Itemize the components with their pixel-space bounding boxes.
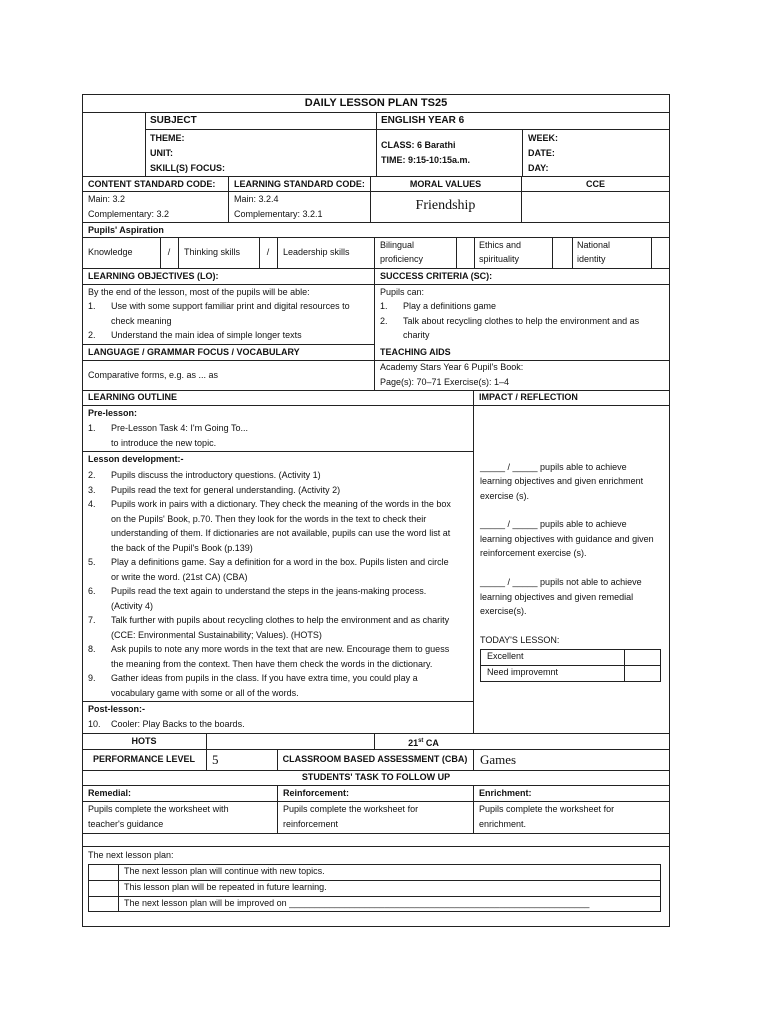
- lo-item: Understand the main idea of simple longer texts: [111, 330, 302, 340]
- outline-number: 2.: [88, 470, 96, 480]
- enrichment-task: Pupils complete the worksheet for: [479, 804, 615, 814]
- outline-step: Cooler: Play Backs to the boards.: [111, 719, 245, 729]
- sc-item: Talk about recycling clothes to help the environment and as: [403, 316, 640, 326]
- impact-reinforcement: reinforcement exercise (s).: [480, 548, 587, 558]
- time-field: TIME: 9:15-10:15a.m.: [381, 155, 471, 165]
- sc-number: 1.: [380, 301, 388, 311]
- remedial-label: Remedial:: [88, 788, 132, 798]
- pre-lesson-label: Pre-lesson:: [88, 408, 138, 418]
- impact-enrichment: _____ / _____ pupils able to achieve: [480, 462, 627, 472]
- outline-number: 5.: [88, 557, 96, 567]
- outline-step: Pre-Lesson Task 4: I'm Going To...: [111, 423, 248, 433]
- outline-step: Pupils discuss the introductory questions. (Activity 1): [111, 470, 321, 480]
- enrichment-task: enrichment.: [479, 819, 527, 829]
- cba-value: Games: [480, 752, 517, 767]
- sc-item: Play a definitions game: [403, 301, 497, 311]
- outline-number: 3.: [88, 485, 96, 495]
- need-improvement-option: Need improvemnt: [487, 667, 559, 677]
- outline-number: 9.: [88, 673, 96, 683]
- outline-step: Gather ideas from pupils in the class. If you have extra time, you could play a: [111, 673, 418, 683]
- aspiration-thinking-skills: Thinking skills: [184, 247, 241, 257]
- outline-number: 8.: [88, 644, 96, 654]
- next-lesson-option-repeat: This lesson plan will be repeated in future learning.: [124, 882, 327, 892]
- knowledge-tick: /: [167, 247, 171, 257]
- theme-label: THEME:: [150, 133, 185, 143]
- content-main: Main: 3.2: [88, 194, 126, 204]
- moral-values-label: MORAL VALUES: [409, 179, 482, 189]
- outline-step: (Activity 4): [111, 601, 154, 611]
- remedial-task: Pupils complete the worksheet with: [88, 804, 229, 814]
- aspiration-national-identity: identity: [577, 254, 606, 264]
- impact-remedial: exercise(s).: [480, 606, 527, 616]
- outline-step: Pupils read the text again to understand the steps in the jeans-making process.: [111, 586, 427, 596]
- learning-objectives-label: LEARNING OBJECTIVES (LO):: [88, 271, 219, 281]
- sc-number: 2.: [380, 316, 388, 326]
- excellent-option: Excellent: [487, 651, 524, 661]
- cce-label: CCE: [585, 179, 605, 189]
- hots-label: HOTS: [131, 736, 157, 746]
- outline-step: (CCE: Environmental Sustainability; Values). (HOTS): [111, 630, 322, 640]
- success-criteria-label: SUCCESS CRITERIA (SC):: [380, 271, 493, 281]
- skills-focus-label: SKILL(S) FOCUS:: [150, 163, 225, 173]
- unit-label: UNIT:: [150, 148, 173, 158]
- post-lesson-label: Post-lesson:-: [88, 704, 146, 714]
- sc-item: charity: [403, 330, 430, 340]
- teaching-aids-pages: Page(s): 70–71 Exercise(s): 1–4: [380, 377, 510, 387]
- reinforcement-task: Pupils complete the worksheet for: [283, 804, 419, 814]
- todays-lesson-label: TODAY'S LESSON:: [480, 635, 560, 645]
- outline-step: understanding of them. If dictionaries are not available, pupils can use the word list at: [111, 528, 451, 538]
- enrichment-label: Enrichment:: [479, 788, 532, 798]
- outline-number: 4.: [88, 499, 96, 509]
- week-field: WEEK:: [528, 133, 558, 143]
- moral-value: Friendship: [415, 198, 476, 213]
- learning-main: Main: 3.2.4: [234, 194, 279, 204]
- impact-reflection-label: IMPACT / REFLECTION: [479, 392, 578, 402]
- impact-remedial: learning objectives and given remedial: [480, 592, 634, 602]
- day-field: DAY:: [528, 163, 549, 173]
- next-lesson-label: The next lesson plan:: [88, 850, 174, 860]
- impact-reinforcement: learning objectives with guidance and given: [480, 534, 654, 544]
- class-field: CLASS: 6 Barathi: [381, 140, 456, 150]
- subject-value: ENGLISH YEAR 6: [381, 115, 465, 126]
- outline-number: 6.: [88, 586, 96, 596]
- impact-enrichment: exercise (s).: [480, 491, 530, 501]
- cba-label: CLASSROOM BASED ASSESSMENT (CBA): [282, 754, 468, 764]
- learning-outline-label: LEARNING OUTLINE: [88, 392, 177, 402]
- thinking-skills-tick: /: [266, 247, 270, 257]
- lesson-development-label: Lesson development:-: [88, 454, 184, 464]
- lo-item: check meaning: [111, 316, 172, 326]
- content-standard-label: CONTENT STANDARD CODE:: [88, 179, 216, 189]
- impact-enrichment: learning objectives and given enrichment: [480, 476, 644, 486]
- outline-step: to introduce the new topic.: [111, 438, 217, 448]
- teaching-aids-book: Academy Stars Year 6 Pupil's Book:: [380, 362, 524, 372]
- outline-step: Play a definitions game. Say a definition for a word in the box. Pupils listen and circle: [111, 557, 449, 567]
- lo-number: 2.: [88, 330, 96, 340]
- aspiration-bilingual: proficiency: [380, 254, 424, 264]
- outline-step: the back of the Pupil's Book (p.139): [111, 543, 253, 553]
- next-lesson-option-continue: The next lesson plan will continue with new topics.: [124, 866, 325, 876]
- aspiration-leadership-skills: Leadership skills: [283, 247, 350, 257]
- learning-standard-label: LEARNING STANDARD CODE:: [234, 179, 365, 189]
- teaching-aids-label: TEACHING AIDS: [380, 347, 451, 357]
- 21st-ca-label: 21st CA: [408, 738, 439, 748]
- page-title: DAILY LESSON PLAN TS25: [304, 97, 448, 109]
- performance-level-value: 5: [212, 752, 219, 767]
- aspiration-ethics: Ethics and: [479, 240, 522, 250]
- reinforcement-task: reinforcement: [283, 819, 339, 829]
- lo-intro: By the end of the lesson, most of the pupils will be able:: [88, 287, 310, 297]
- next-lesson-option-improve: The next lesson plan will be improved on ____________________________________________________________: [124, 898, 590, 908]
- aspiration-national-identity: National: [577, 240, 611, 250]
- performance-level-label: PERFORMANCE LEVEL: [92, 754, 195, 764]
- outline-number: 10.: [88, 719, 101, 729]
- aspiration-label: Pupils' Aspiration: [88, 225, 164, 235]
- learning-complementary: Complementary: 3.2.1: [234, 209, 323, 219]
- language-focus-label: LANGUAGE / GRAMMAR FOCUS / VOCABULARY: [88, 347, 300, 357]
- reinforcement-label: Reinforcement:: [283, 788, 350, 798]
- remedial-task: teacher's guidance: [88, 819, 164, 829]
- impact-reinforcement: _____ / _____ pupils able to achieve: [480, 519, 627, 529]
- outline-step: vocabulary game with some or all of the words.: [111, 688, 299, 698]
- aspiration-ethics: spirituality: [479, 254, 520, 264]
- outline-step: Pupils read the text for general understanding. (Activity 2): [111, 485, 341, 495]
- aspiration-bilingual: Bilingual: [380, 240, 415, 250]
- follow-up-label: STUDENTS' TASK TO FOLLOW UP: [301, 772, 451, 782]
- outline-step: on the Pupils' Book, p.70. Then they look for the words in the text to check their: [111, 514, 427, 524]
- subject-label: SUBJECT: [150, 115, 197, 126]
- lo-number: 1.: [88, 301, 96, 311]
- aspiration-knowledge: Knowledge: [88, 247, 133, 257]
- sc-intro: Pupils can:: [380, 287, 425, 297]
- outline-number: 7.: [88, 615, 96, 625]
- lo-item: Use with some support familiar print and digital resources to: [111, 301, 350, 311]
- outline-step: or write the word. (21st CA) (CBA): [111, 572, 248, 582]
- outline-step: Ask pupils to note any more words in the text that are new. Encourage them to guess: [111, 644, 450, 654]
- outline-step: Pupils work in pairs with a dictionary. They check the meaning of the words in the box: [111, 499, 451, 509]
- outline-step: Talk further with pupils about recycling clothes to help the environment and as charity: [111, 615, 450, 625]
- impact-remedial: _____ / _____ pupils not able to achieve: [480, 577, 642, 587]
- language-focus-value: Comparative forms, e.g. as ... as: [88, 370, 219, 380]
- outline-number: 1.: [88, 423, 96, 433]
- content-complementary: Complementary: 3.2: [88, 209, 170, 219]
- outline-step: the meaning from the context. Then have them check the words in the dictionary.: [111, 659, 433, 669]
- date-field: DATE:: [528, 148, 555, 158]
